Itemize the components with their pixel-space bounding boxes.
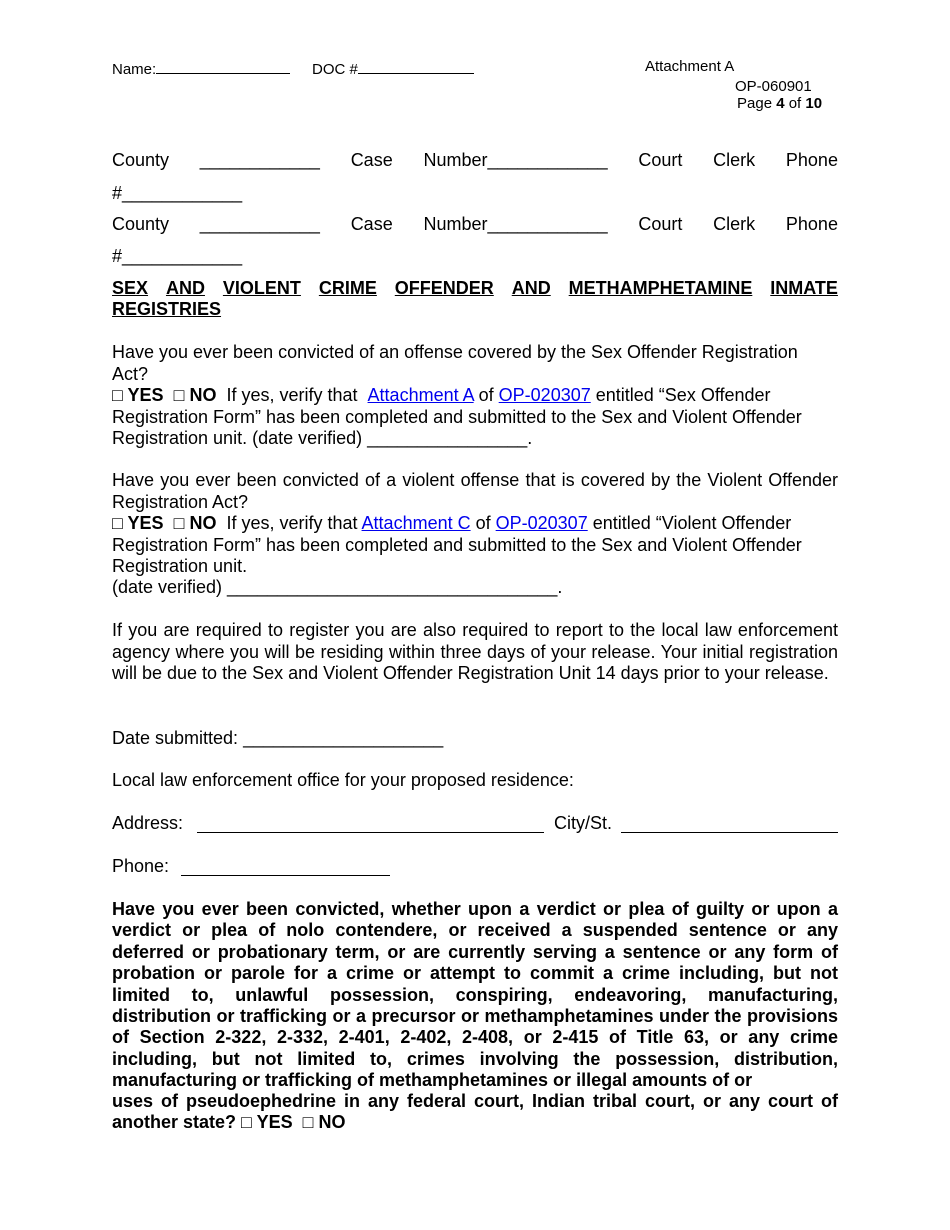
doc-field [312,57,474,78]
doc-input-line[interactable] [358,57,474,74]
q2-yes-checkbox[interactable]: □ YES [112,513,164,533]
page-number: Page 4 of 10 [737,95,823,112]
q1-yes-checkbox[interactable]: □ YES [112,385,164,405]
phone-blank-2[interactable]: #____________ [112,246,243,266]
op-number: OP-060901 [735,78,812,95]
case-number-blank-1[interactable]: Number____________ [423,150,608,170]
phone-blank-1[interactable]: #____________ [112,183,243,203]
q3-question-end: uses of pseudoephedrine in any federal court, Indian tribal court, or any court of another state? □ YES □ NO [112,1091,838,1133]
county-row-2: County ____________ Case Number____________ Court Clerk Phone [112,214,838,234]
local-office-label: Local law enforcement office for your proposed residence: [112,770,574,790]
heading-word: METHAMPHETAMINE [568,278,753,298]
op-020307-link-1[interactable]: OP-020307 [498,385,591,405]
attachment-label: Attachment A [645,58,735,75]
q3-question: Have you ever been convicted, whether upon a verdict or plea of guilty or upon a verdict or plea of nolo contendere, or received a suspended sentence or any deferred or probationary term, or are currently serving a sentence or any form of probation or parole for a crime or attempt to commit a crime including, but not limited to, unlawful possession, conspiring, endeavoring, manufacturing, distribution or trafficking or a precursor or methamphetamines under the provisions of Section 2-322, 2-332, 2-401, 2-402, 2-408, or 2-415 of Title 63, or any crime including, but not limited to, crimes involving the possession, distribution, manufacturing or trafficking of methamphetamines or illegal amounts of or [112,899,838,1091]
case-number-blank-2[interactable]: Number____________ [423,214,608,234]
heading-word: CRIME [318,278,377,298]
phone-label: Phone: [112,856,170,876]
name-input-line[interactable] [156,57,290,74]
date-submitted-field[interactable]: Date submitted: ____________________ [112,728,444,748]
doc-label: DOC # [312,61,358,78]
county-blank-2[interactable]: ____________ [199,214,320,234]
city-label: City/St. [554,813,613,833]
q1-no-checkbox[interactable]: □ NO [173,385,217,405]
section-heading-line1 [112,278,838,299]
address-input-line[interactable] [197,813,544,833]
address-label: Address: [112,813,184,833]
heading-word: AND [511,278,551,298]
q1-verify: □ YES □ NO If yes, verify that Attachment A of OP-020307 entitled “Sex Offender Registration Form” has been completed and submitted to the Sex and Violent Offender Registration unit. (date verified) ________________. [112,385,802,448]
heading-word: VIOLENT [222,278,301,298]
heading-word: AND [165,278,205,298]
name-field [112,57,290,78]
section-heading-line2: REGISTRIES [112,299,222,319]
name-label: Name: [112,61,157,78]
q3-no-checkbox[interactable]: □ NO [302,1112,346,1133]
attachment-a-link[interactable]: Attachment A [367,385,474,405]
heading-word: SEX [112,278,149,298]
county-blank-1[interactable]: ____________ [199,150,320,170]
q2-no-checkbox[interactable]: □ NO [173,513,217,533]
q2-date-verified[interactable]: (date verified) _________________________________. [112,577,563,597]
q2-verify: □ YES □ NO If yes, verify that Attachment C of OP-020307 entitled “Violent Offender Registration Form” has been completed and submitted to the Sex and Violent Offender Registration unit. [112,513,802,576]
q1-question: Have you ever been convicted of an offense covered by the Sex Offender Registration Act? [112,342,798,384]
heading-word: OFFENDER [394,278,494,298]
op-020307-link-2[interactable]: OP-020307 [495,513,588,533]
q2-question: Have you ever been convicted of a violent offense that is covered by the Violent Offender Registration Act? [112,470,838,512]
attachment-c-link[interactable]: Attachment C [361,513,471,533]
heading-word: INMATE [770,278,838,298]
registration-notice: If you are required to register you are also required to report to the local law enforcement agency where you will be residing within three days of your release. Your initial registration will be due to the Sex and Violent Offender Registration Unit 14 days prior to your release. [112,620,838,683]
city-input-line[interactable] [621,813,838,833]
section-heading [112,278,838,299]
q3-yes-checkbox[interactable]: □ YES [241,1112,293,1133]
county-row-1: County ____________ Case Number____________ Court Clerk Phone [112,150,838,170]
phone-input-line[interactable] [181,856,390,876]
